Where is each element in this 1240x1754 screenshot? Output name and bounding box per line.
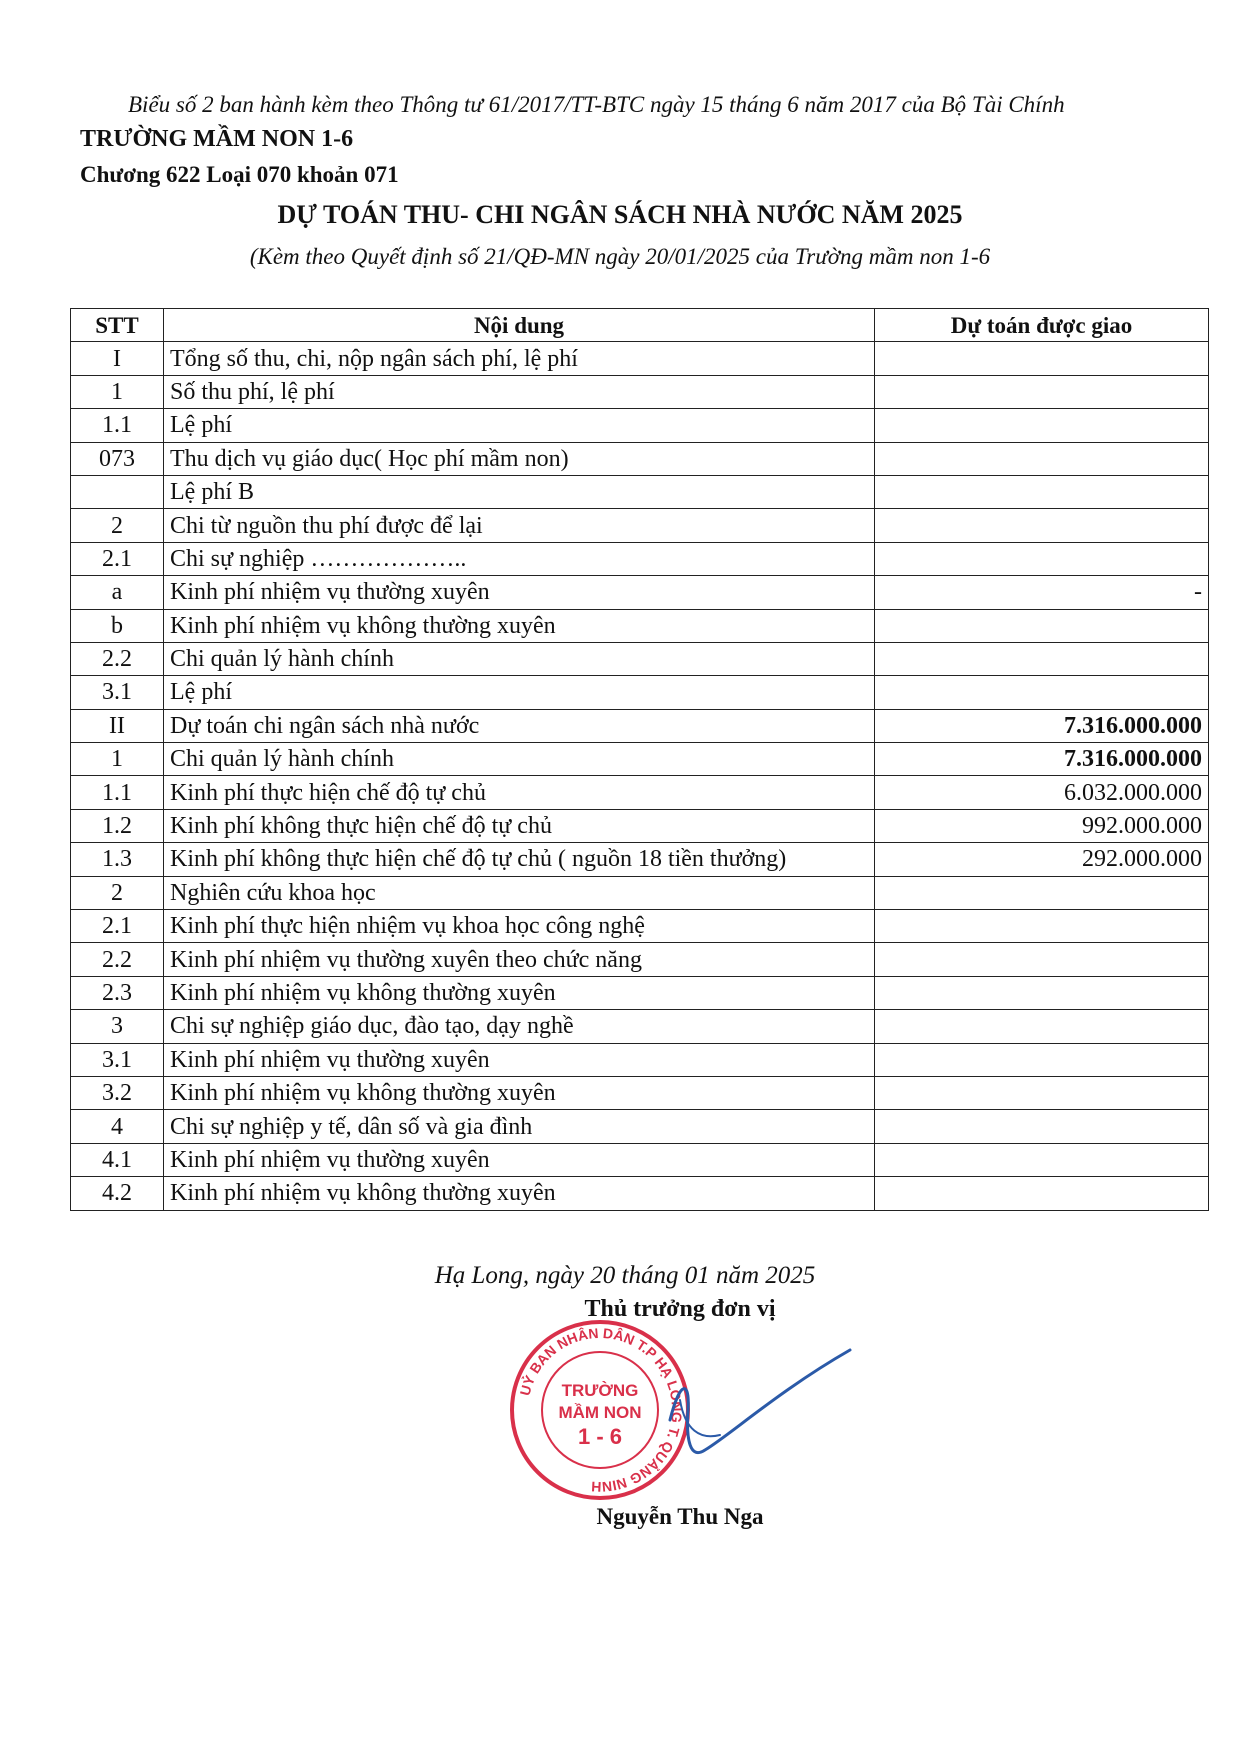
table-row [71, 876, 1209, 909]
table-row [71, 1010, 1209, 1043]
row-amount [875, 375, 1209, 408]
table-row [71, 709, 1209, 742]
row-amount [875, 642, 1209, 675]
table-row [71, 776, 1209, 809]
row-content: Kinh phí nhiệm vụ không thường xuyên [164, 1076, 875, 1109]
table-row [71, 542, 1209, 575]
stamp-ring-text: UỶ BAN NHÂN DÂN T.P HẠ LONG T. QUẢNG NINH [516, 1324, 686, 1496]
row-content: Chi sự nghiệp giáo dục, đào tạo, dạy nghề [164, 1010, 875, 1043]
table-header-row [71, 309, 1209, 342]
row-stt: 3.1 [71, 1043, 164, 1076]
budget-chapter: Chương 622 Loại 070 khoản 071 [80, 162, 399, 187]
table-row [71, 409, 1209, 442]
row-amount [875, 342, 1209, 375]
legal-basis-note: Biểu số 2 ban hành kèm theo Thông tư 61/2017/TT-BTC ngày 15 tháng 6 năm 2017 của Bộ Tài Chính [128, 92, 1065, 117]
row-content: Chi sự nghiệp y tế, dân số và gia đình [164, 1110, 875, 1143]
table-row [71, 1110, 1209, 1143]
row-stt: b [71, 609, 164, 642]
row-stt: I [71, 342, 164, 375]
row-amount: 7.316.000.000 [875, 709, 1209, 742]
row-stt: 2.3 [71, 976, 164, 1009]
table-row [71, 1043, 1209, 1076]
row-amount: 6.032.000.000 [875, 776, 1209, 809]
row-content: Chi từ nguồn thu phí được để lại [164, 509, 875, 542]
row-amount [875, 943, 1209, 976]
row-amount: 992.000.000 [875, 809, 1209, 842]
header-stt: STT [71, 309, 164, 342]
head-title: Thủ trưởng đơn vị [584, 1296, 776, 1322]
table-row [71, 910, 1209, 943]
table-row [71, 475, 1209, 508]
row-content: Kinh phí nhiệm vụ không thường xuyên [164, 609, 875, 642]
row-content: Kinh phí nhiệm vụ thường xuyên [164, 1043, 875, 1076]
row-content: Kinh phí nhiệm vụ thường xuyên theo chức năng [164, 943, 875, 976]
school-name: TRƯỜNG MẦM NON 1-6 [80, 126, 354, 152]
budget-table [70, 308, 1209, 1211]
row-stt: 1 [71, 375, 164, 408]
table-row [71, 743, 1209, 776]
row-content: Kinh phí nhiệm vụ không thường xuyên [164, 976, 875, 1009]
row-amount [875, 876, 1209, 909]
row-content: Lệ phí [164, 676, 875, 709]
row-amount [875, 409, 1209, 442]
row-content: Dự toán chi ngân sách nhà nước [164, 709, 875, 742]
row-amount [875, 509, 1209, 542]
row-stt: 1.1 [71, 776, 164, 809]
row-stt: 3.1 [71, 676, 164, 709]
table-row [71, 509, 1209, 542]
table-row [71, 342, 1209, 375]
document-subtitle: (Kèm theo Quyết định số 21/QĐ-MN ngày 20/01/2025 của Trường mầm non 1-6 [249, 244, 991, 269]
row-content: Kinh phí không thực hiện chế độ tự chủ ( nguồn 18 tiền thưởng) [164, 843, 875, 876]
row-stt [71, 475, 164, 508]
table-row [71, 943, 1209, 976]
table-row [71, 843, 1209, 876]
row-amount: 292.000.000 [875, 843, 1209, 876]
table-row [71, 976, 1209, 1009]
row-stt: 2.2 [71, 943, 164, 976]
row-amount [875, 609, 1209, 642]
row-amount [875, 542, 1209, 575]
table-row [71, 1177, 1209, 1210]
row-amount [875, 1110, 1209, 1143]
table-row [71, 1076, 1209, 1109]
row-stt: 4 [71, 1110, 164, 1143]
row-content: Thu dịch vụ giáo dục( Học phí mầm non) [164, 442, 875, 475]
table-row [71, 609, 1209, 642]
row-content: Lệ phí B [164, 475, 875, 508]
row-content: Nghiên cứu khoa học [164, 876, 875, 909]
row-stt: 4.1 [71, 1143, 164, 1176]
place-date: Hạ Long, ngày 20 tháng 01 năm 2025 [434, 1262, 816, 1289]
row-content: Kinh phí không thực hiện chế độ tự chủ [164, 809, 875, 842]
row-stt: 3.2 [71, 1076, 164, 1109]
table-row [71, 1143, 1209, 1176]
row-content: Lệ phí [164, 409, 875, 442]
table-row [71, 442, 1209, 475]
document-title: DỰ TOÁN THU- CHI NGÂN SÁCH NHÀ NƯỚC NĂM 2025 [277, 200, 963, 229]
row-amount [875, 676, 1209, 709]
row-stt: 4.2 [71, 1177, 164, 1210]
row-content: Tổng số thu, chi, nộp ngân sách phí, lệ phí [164, 342, 875, 375]
row-amount [875, 976, 1209, 1009]
table-row [71, 676, 1209, 709]
row-stt: 2.1 [71, 910, 164, 943]
row-stt: II [71, 709, 164, 742]
row-amount: 7.316.000.000 [875, 743, 1209, 776]
row-amount [875, 442, 1209, 475]
stamp-line-1: TRƯỜNG [561, 1381, 639, 1400]
row-content: Số thu phí, lệ phí [164, 375, 875, 408]
row-content: Kinh phí nhiệm vụ không thường xuyên [164, 1177, 875, 1210]
row-amount [875, 910, 1209, 943]
row-stt: 1.1 [71, 409, 164, 442]
row-stt: 3 [71, 1010, 164, 1043]
stamp-line-2: MẦM NON [558, 1403, 642, 1422]
stamp-line-3: 1 - 6 [577, 1424, 623, 1449]
row-content: Chi quản lý hành chính [164, 642, 875, 675]
table-row [71, 642, 1209, 675]
row-content: Kinh phí nhiệm vụ thường xuyên [164, 1143, 875, 1176]
signer-name: Nguyễn Thu Nga [596, 1504, 764, 1529]
row-stt: 1.2 [71, 809, 164, 842]
row-amount [875, 1043, 1209, 1076]
row-amount [875, 1076, 1209, 1109]
row-content: Kinh phí nhiệm vụ thường xuyên [164, 576, 875, 609]
row-content: Chi quản lý hành chính [164, 743, 875, 776]
handwritten-signature [660, 1340, 860, 1480]
header-amount: Dự toán được giao [875, 309, 1209, 342]
row-stt: 2 [71, 509, 164, 542]
table-row [71, 576, 1209, 609]
row-stt: 1 [71, 743, 164, 776]
table-row [71, 375, 1209, 408]
row-amount [875, 1143, 1209, 1176]
row-content: Kinh phí thực hiện chế độ tự chủ [164, 776, 875, 809]
row-stt: 2.1 [71, 542, 164, 575]
row-stt: 073 [71, 442, 164, 475]
row-amount [875, 475, 1209, 508]
table-row [71, 809, 1209, 842]
row-stt: 2.2 [71, 642, 164, 675]
row-stt: 1.3 [71, 843, 164, 876]
row-amount: - [875, 576, 1209, 609]
header-content: Nội dung [164, 309, 875, 342]
row-amount [875, 1177, 1209, 1210]
row-stt: 2 [71, 876, 164, 909]
row-content: Kinh phí thực hiện nhiệm vụ khoa học công nghệ [164, 910, 875, 943]
row-content: Chi sự nghiệp ……………….. [164, 542, 875, 575]
row-amount [875, 1010, 1209, 1043]
row-stt: a [71, 576, 164, 609]
